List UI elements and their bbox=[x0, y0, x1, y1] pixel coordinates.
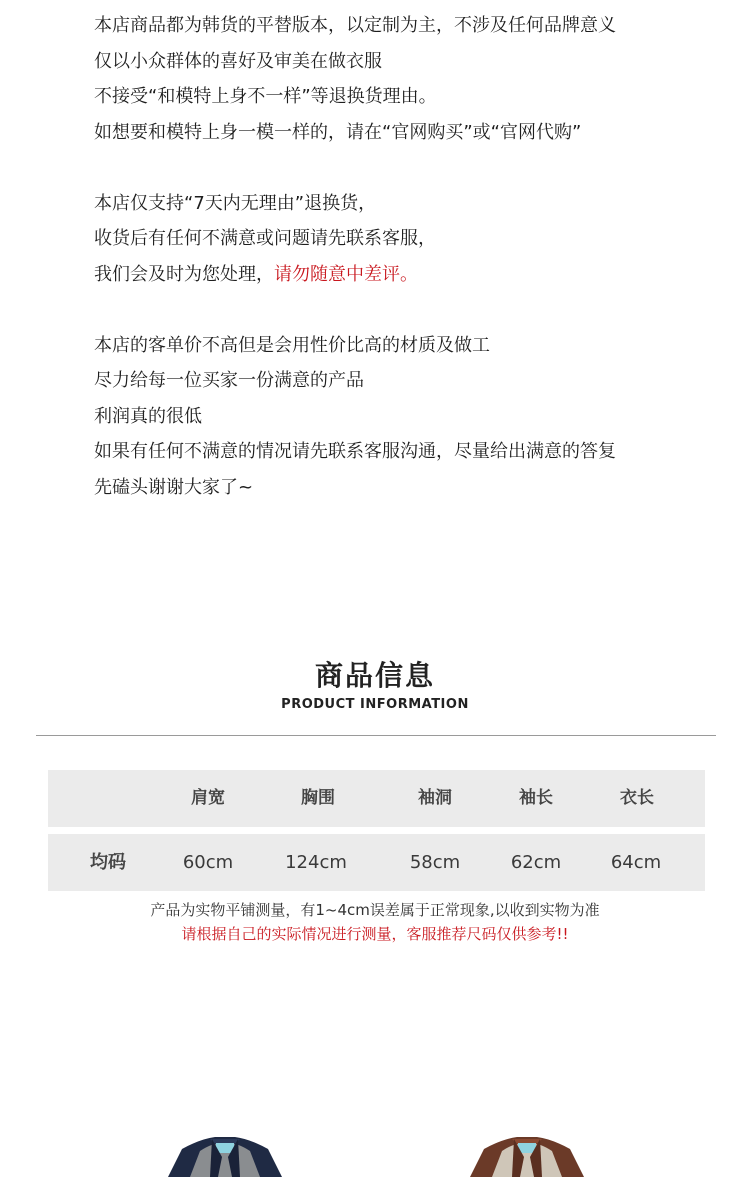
notice-line: 尽力给每一位买家一份满意的产品 bbox=[94, 370, 364, 391]
value-shoulder: 60cm bbox=[182, 852, 234, 873]
brown-jacket-image bbox=[462, 1135, 592, 1177]
notice-line: 本店的客单价不高但是会用性价比高的材质及做工 bbox=[94, 334, 490, 356]
header-cell bbox=[68, 770, 148, 827]
notice-line: 仅以小众群体的喜好及审美在做衣服 bbox=[94, 50, 382, 72]
section-subtitle: PRODUCT INFORMATION bbox=[281, 697, 469, 712]
value-chest: 124cm bbox=[285, 852, 347, 873]
notice-line: 先磕头谢谢大家了~ bbox=[94, 476, 254, 498]
header-shoulder: 肩宽 bbox=[191, 788, 225, 808]
notice-line: 如想要和模特上身一模一样的，请在“官网购买”或“官网代购” bbox=[94, 121, 582, 143]
divider bbox=[36, 735, 716, 736]
store-notice bbox=[94, 8, 714, 505]
notice-line: 收货后有任何不满意或问题请先联系客服， bbox=[94, 228, 436, 249]
size-table-header bbox=[48, 770, 705, 827]
spacer bbox=[94, 292, 714, 328]
reference-note: 请根据自己的实际情况进行测量，客服推荐尺码仅供参考!! bbox=[181, 925, 569, 943]
notice-line: 不接受“和模特上身不一样”等退换货理由。 bbox=[94, 86, 437, 107]
notice-line: 本店仅支持“7天内无理由”退换货， bbox=[94, 192, 377, 214]
value-sleeve: 62cm bbox=[510, 852, 562, 873]
header-sleeve: 袖长 bbox=[519, 788, 553, 808]
size-table-row bbox=[48, 834, 705, 891]
header-chest: 胸围 bbox=[301, 788, 335, 808]
value-armhole: 58cm bbox=[409, 852, 461, 873]
measure-note: 产品为实物平铺测量，有1~4cm误差属于正常现象,以收到实物为准 bbox=[150, 901, 600, 919]
notice-line: 利润真的很低 bbox=[94, 405, 202, 427]
notice-line: 如果有任何不满意的情况请先联系客服沟通，尽量给出满意的答复 bbox=[94, 441, 616, 462]
notice-line bbox=[94, 257, 714, 293]
navy-jacket-image bbox=[160, 1135, 290, 1177]
section-title: 商品信息 bbox=[314, 659, 435, 692]
header-length: 衣长 bbox=[620, 788, 654, 808]
spacer bbox=[94, 150, 714, 186]
value-length: 64cm bbox=[610, 852, 662, 873]
warning-text: 请勿随意中差评。 bbox=[274, 263, 418, 285]
notice-text: 我们会及时为您处理， bbox=[94, 263, 274, 285]
size-label: 均码 bbox=[90, 852, 126, 873]
notice-line: 本店商品都为韩货的平替版本，以定制为主，不涉及任何品牌意义 bbox=[94, 15, 616, 36]
header-armhole: 袖洞 bbox=[418, 788, 452, 808]
